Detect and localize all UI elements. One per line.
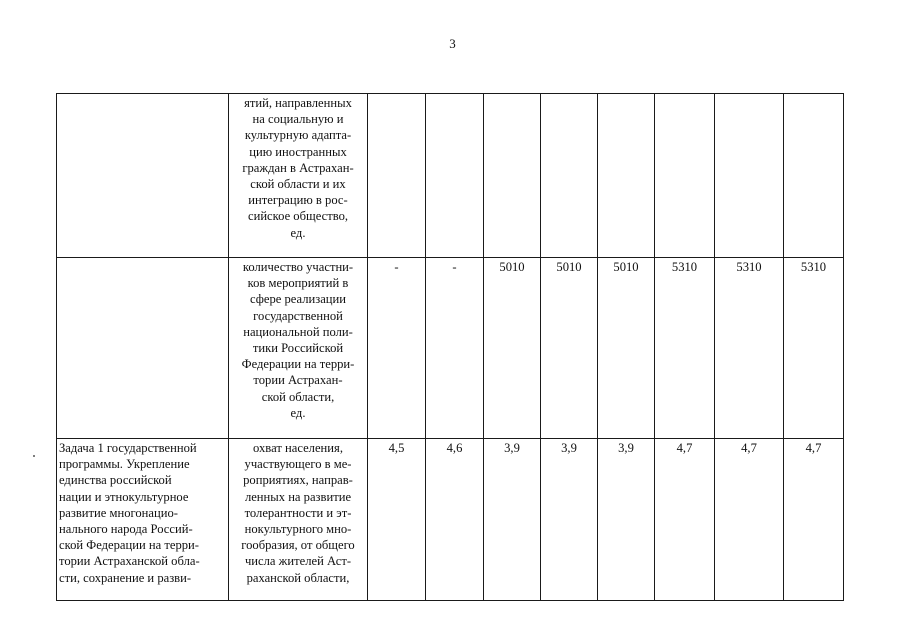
task-cell <box>57 94 229 258</box>
indicator-cell: ятий, направленных на социальную и культурную адапта- цию иностранных граждан в Астрахан- ской области и их интеграцию в рос- сийское общество, ед. <box>229 94 368 258</box>
value-cell: 5310 <box>715 258 784 439</box>
value-cell: 4,7 <box>655 439 715 601</box>
value-cell: 4,7 <box>715 439 784 601</box>
table-row <box>57 94 844 258</box>
value-cell: 3,9 <box>598 439 655 601</box>
value-cell: 5310 <box>655 258 715 439</box>
value-cell <box>655 94 715 258</box>
value-cell <box>541 94 598 258</box>
value-cell <box>484 94 541 258</box>
value-cell <box>784 94 844 258</box>
task-cell <box>57 258 229 439</box>
page-number: 3 <box>449 36 456 51</box>
value-cell: 4,5 <box>368 439 426 601</box>
value-cell: 5310 <box>784 258 844 439</box>
value-cell: - <box>368 258 426 439</box>
indicator-cell: охват населения, участвующего в ме- роприятиях, направ- ленных на развитие толерантности и эт- нокультурного мно- гообразия, от общего числа жителей Аст- раханской области, <box>229 439 368 601</box>
table-row <box>57 258 844 439</box>
value-cell: 3,9 <box>484 439 541 601</box>
value-cell <box>715 94 784 258</box>
table-row <box>57 439 844 601</box>
value-cell: 5010 <box>598 258 655 439</box>
value-cell: 5010 <box>484 258 541 439</box>
indicator-cell: количество участни- ков мероприятий в сфере реализации государственной национальной поли- тики Российской Федерации на терри- тории Астрахан- ской области, ед. <box>229 258 368 439</box>
value-cell: 4,7 <box>784 439 844 601</box>
value-cell: - <box>426 258 484 439</box>
value-cell <box>598 94 655 258</box>
value-cell: 5010 <box>541 258 598 439</box>
value-cell <box>426 94 484 258</box>
scan-speck <box>33 455 35 457</box>
task-cell: Задача 1 государственной программы. Укрепление единства российской нации и этнокультурное развитие многонацио- нального народа Россий- ской Федерации на терри- тории Астраханской обла- сти, сохранение и разви- <box>57 439 229 601</box>
program-indicators-table <box>56 93 844 601</box>
value-cell <box>368 94 426 258</box>
value-cell: 4,6 <box>426 439 484 601</box>
value-cell: 3,9 <box>541 439 598 601</box>
